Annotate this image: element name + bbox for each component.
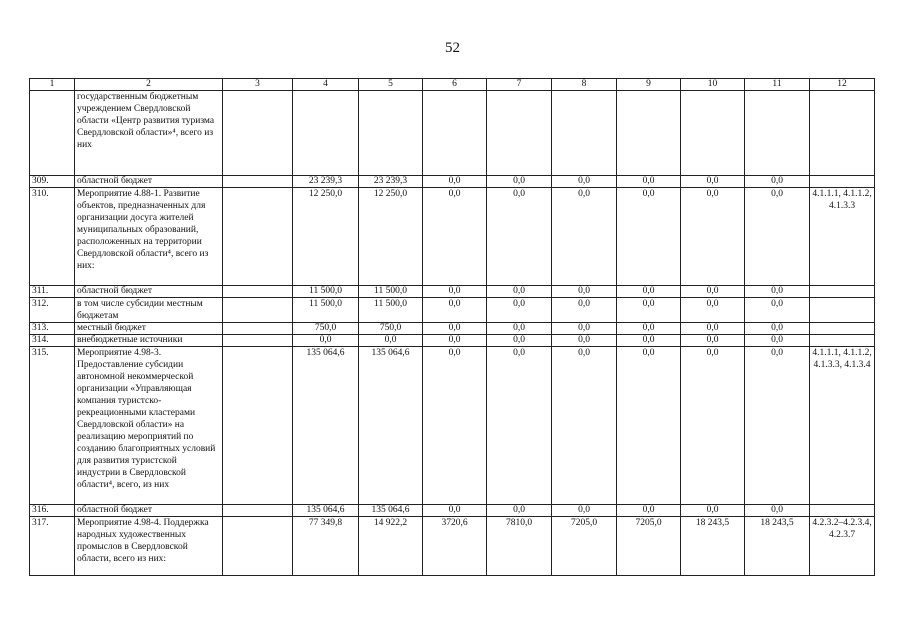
table-cell: 0,0 bbox=[681, 323, 745, 335]
table-cell: 0,0 bbox=[423, 335, 487, 347]
table-cell: 0,0 bbox=[487, 298, 552, 323]
table-cell: 0,0 bbox=[552, 505, 617, 517]
item-name-cell: Мероприятие 4.88-1. Развитие объектов, предназначенных для организации досуга жителей муниципальных образований, расположенных на территории Свердловской области⁴, всего из них: bbox=[75, 188, 223, 286]
table-cell: 0,0 bbox=[487, 347, 552, 505]
target-indicator-cell bbox=[810, 286, 875, 298]
row-number-cell: 310. bbox=[30, 188, 75, 286]
table-cell: 135 064,6 bbox=[359, 505, 423, 517]
table-cell: 0,0 bbox=[552, 347, 617, 505]
column-header: 3 bbox=[223, 79, 293, 91]
column-header: 6 bbox=[423, 79, 487, 91]
table-cell bbox=[223, 298, 293, 323]
table-cell: 135 064,6 bbox=[359, 347, 423, 505]
column-header: 5 bbox=[359, 79, 423, 91]
table-cell: 135 064,6 bbox=[293, 347, 359, 505]
table-cell: 11 500,0 bbox=[293, 298, 359, 323]
table-cell: 0,0 bbox=[681, 335, 745, 347]
item-name-cell: областной бюджет bbox=[75, 176, 223, 188]
table-cell: 77 349,8 bbox=[293, 517, 359, 576]
table-row bbox=[30, 286, 875, 298]
table-header-row bbox=[30, 79, 875, 91]
item-name-cell: Мероприятие 4.98-3. Предоставление субсидии автономной некоммерческой организации «Управляющая компания туристско-рекреационными кластерами Свердловской области» на реализацию мероприятий по созданию благоприятных условий для развития туристской индустрии в Свердловской области⁴, всего, из них bbox=[75, 347, 223, 505]
table-cell: 0,0 bbox=[745, 505, 810, 517]
table-cell: 0,0 bbox=[617, 505, 681, 517]
table-cell bbox=[617, 91, 681, 176]
table-row bbox=[30, 323, 875, 335]
table-cell: 0,0 bbox=[487, 176, 552, 188]
table-cell: 0,0 bbox=[423, 176, 487, 188]
table-cell: 0,0 bbox=[552, 286, 617, 298]
table-cell bbox=[293, 91, 359, 176]
target-indicator-cell bbox=[810, 323, 875, 335]
table-cell: 7810,0 bbox=[487, 517, 552, 576]
table-cell: 0,0 bbox=[423, 347, 487, 505]
table-cell: 0,0 bbox=[293, 335, 359, 347]
column-header: 2 bbox=[75, 79, 223, 91]
table-cell: 0,0 bbox=[552, 188, 617, 286]
table-cell: 0,0 bbox=[487, 188, 552, 286]
table-cell: 0,0 bbox=[617, 335, 681, 347]
table-cell: 3720,6 bbox=[423, 517, 487, 576]
table-cell: 750,0 bbox=[359, 323, 423, 335]
table-row bbox=[30, 505, 875, 517]
page-number: 52 bbox=[445, 40, 460, 56]
table-cell: 0,0 bbox=[359, 335, 423, 347]
table-cell: 0,0 bbox=[617, 188, 681, 286]
table-cell: 0,0 bbox=[487, 335, 552, 347]
table-cell: 135 064,6 bbox=[293, 505, 359, 517]
table-cell: 7205,0 bbox=[552, 517, 617, 576]
table-cell: 0,0 bbox=[423, 505, 487, 517]
table-cell bbox=[359, 91, 423, 176]
table-cell: 0,0 bbox=[745, 286, 810, 298]
row-number-cell: 309. bbox=[30, 176, 75, 188]
table-row bbox=[30, 517, 875, 576]
item-name-cell: областной бюджет bbox=[75, 505, 223, 517]
row-number-cell: 314. bbox=[30, 335, 75, 347]
row-number-cell: 312. bbox=[30, 298, 75, 323]
table-cell: 12 250,0 bbox=[293, 188, 359, 286]
table-cell: 23 239,3 bbox=[359, 176, 423, 188]
table-cell: 0,0 bbox=[681, 347, 745, 505]
row-number-cell bbox=[30, 91, 75, 176]
table-row bbox=[30, 347, 875, 505]
table-cell bbox=[223, 505, 293, 517]
row-number-cell: 316. bbox=[30, 505, 75, 517]
table-cell: 0,0 bbox=[681, 176, 745, 188]
target-indicator-cell: 4.1.1.1, 4.1.1.2, 4.1.3.3 bbox=[810, 188, 875, 286]
item-name-cell: в том числе субсидии местным бюджетам bbox=[75, 298, 223, 323]
table-cell: 0,0 bbox=[617, 323, 681, 335]
table-cell bbox=[223, 91, 293, 176]
table-cell: 0,0 bbox=[745, 347, 810, 505]
table-cell: 23 239,3 bbox=[293, 176, 359, 188]
table-cell: 0,0 bbox=[681, 505, 745, 517]
column-header: 8 bbox=[552, 79, 617, 91]
column-header: 9 bbox=[617, 79, 681, 91]
table-cell: 0,0 bbox=[617, 347, 681, 505]
target-indicator-cell bbox=[810, 335, 875, 347]
table-cell bbox=[223, 286, 293, 298]
table-cell bbox=[223, 335, 293, 347]
table-cell: 11 500,0 bbox=[293, 286, 359, 298]
table-cell: 0,0 bbox=[617, 286, 681, 298]
table-cell: 0,0 bbox=[745, 335, 810, 347]
target-indicator-cell: 4.2.3.2–4.2.3.4, 4.2.3.7 bbox=[810, 517, 875, 576]
column-header: 4 bbox=[293, 79, 359, 91]
table-cell: 0,0 bbox=[552, 323, 617, 335]
table-cell: 0,0 bbox=[681, 188, 745, 286]
table-cell: 12 250,0 bbox=[359, 188, 423, 286]
table-cell: 0,0 bbox=[552, 335, 617, 347]
table-row bbox=[30, 176, 875, 188]
table-cell bbox=[423, 91, 487, 176]
table-cell: 0,0 bbox=[617, 298, 681, 323]
table-cell: 7205,0 bbox=[617, 517, 681, 576]
table-cell: 18 243,5 bbox=[681, 517, 745, 576]
column-header: 1 bbox=[30, 79, 75, 91]
column-header: 10 bbox=[681, 79, 745, 91]
table-cell: 0,0 bbox=[552, 176, 617, 188]
item-name-cell: внебюджетные источники bbox=[75, 335, 223, 347]
item-name-cell: Мероприятие 4.98-4. Поддержка народных художественных промыслов в Свердловской области, всего из них: bbox=[75, 517, 223, 576]
column-header: 11 bbox=[745, 79, 810, 91]
table-cell: 0,0 bbox=[487, 323, 552, 335]
table-cell bbox=[681, 91, 745, 176]
table-cell: 750,0 bbox=[293, 323, 359, 335]
table-cell bbox=[223, 188, 293, 286]
table-cell bbox=[223, 323, 293, 335]
table-row bbox=[30, 188, 875, 286]
item-name-cell: государственным бюджетным учреждением Свердловской области «Центр развития туризма Свердловской области»⁴, всего из них bbox=[75, 91, 223, 176]
table-cell bbox=[487, 91, 552, 176]
table-cell: 0,0 bbox=[487, 286, 552, 298]
table-cell: 0,0 bbox=[745, 298, 810, 323]
table-row bbox=[30, 91, 875, 176]
row-number-cell: 311. bbox=[30, 286, 75, 298]
table-cell: 0,0 bbox=[745, 188, 810, 286]
row-number-cell: 315. bbox=[30, 347, 75, 505]
table-cell: 0,0 bbox=[423, 286, 487, 298]
target-indicator-cell bbox=[810, 91, 875, 176]
table-cell bbox=[223, 517, 293, 576]
column-header: 7 bbox=[487, 79, 552, 91]
table-cell: 0,0 bbox=[681, 286, 745, 298]
item-name-cell: областной бюджет bbox=[75, 286, 223, 298]
table-row bbox=[30, 335, 875, 347]
row-number-cell: 313. bbox=[30, 323, 75, 335]
table-cell: 11 500,0 bbox=[359, 286, 423, 298]
table-cell: 14 922,2 bbox=[359, 517, 423, 576]
target-indicator-cell bbox=[810, 298, 875, 323]
table-cell: 0,0 bbox=[423, 298, 487, 323]
table-cell bbox=[745, 91, 810, 176]
target-indicator-cell bbox=[810, 505, 875, 517]
column-header: 12 bbox=[810, 79, 875, 91]
table-cell: 18 243,5 bbox=[745, 517, 810, 576]
table-cell: 0,0 bbox=[745, 176, 810, 188]
table-cell: 0,0 bbox=[681, 298, 745, 323]
row-number-cell: 317. bbox=[30, 517, 75, 576]
table-cell: 0,0 bbox=[423, 188, 487, 286]
table-cell bbox=[552, 91, 617, 176]
table-cell: 0,0 bbox=[745, 323, 810, 335]
table-cell bbox=[223, 347, 293, 505]
budget-table bbox=[29, 78, 875, 576]
table-cell: 0,0 bbox=[552, 298, 617, 323]
table-cell: 0,0 bbox=[423, 323, 487, 335]
table-row bbox=[30, 298, 875, 323]
target-indicator-cell: 4.1.1.1, 4.1.1.2, 4.1.3.3, 4.1.3.4 bbox=[810, 347, 875, 505]
table-cell: 0,0 bbox=[487, 505, 552, 517]
target-indicator-cell bbox=[810, 176, 875, 188]
table-cell: 0,0 bbox=[617, 176, 681, 188]
item-name-cell: местный бюджет bbox=[75, 323, 223, 335]
table-cell: 11 500,0 bbox=[359, 298, 423, 323]
table-cell bbox=[223, 176, 293, 188]
